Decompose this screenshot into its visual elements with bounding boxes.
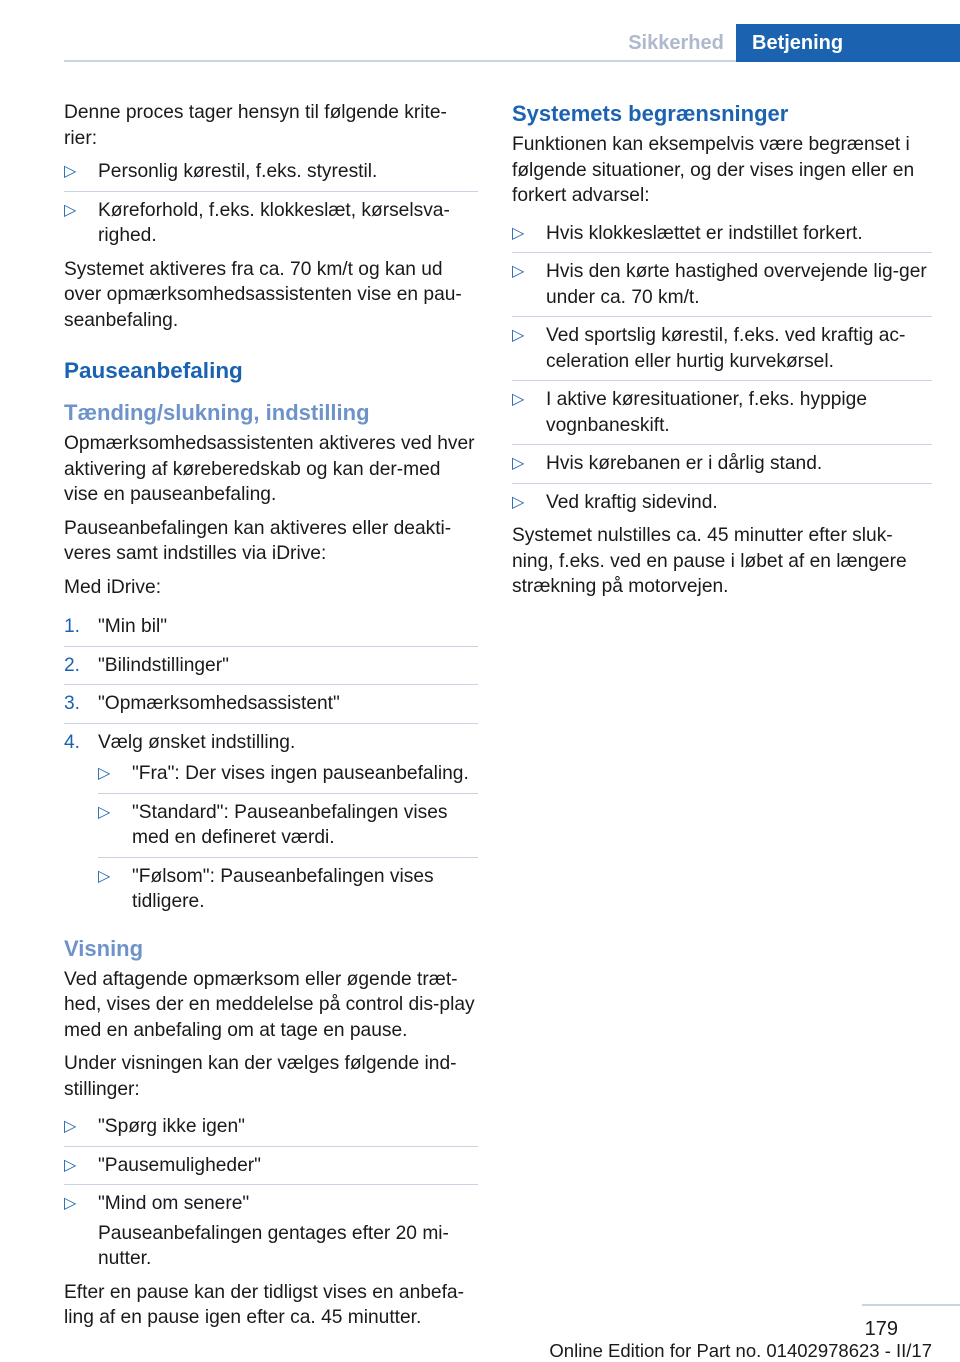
bullet-triangle-icon: ▷: [512, 391, 525, 408]
list-divider: [64, 684, 478, 685]
display-paragraph-3: Efter en pause kan der tidligst vises en anbefa-ling af en pause igen efter ca. 45 minutter.: [64, 1281, 464, 1328]
list-item: ▷ "Følsom": Pauseanbefalingen vises tidligere.: [98, 865, 434, 912]
bullet-triangle-icon: ▷: [64, 163, 77, 180]
list-divider: [512, 316, 932, 317]
list-item: ▷ Hvis kørebanen er i dårlig stand.: [512, 451, 932, 477]
list-divider: [512, 483, 932, 484]
list-item: ▷ Personlig kørestil, f.eks. styrestil.: [64, 159, 478, 185]
toggle-paragraph-3: Med iDrive:: [64, 576, 162, 598]
bullet-triangle-icon: ▷: [512, 455, 525, 472]
bullet-triangle-icon: ▷: [98, 765, 111, 782]
list-divider: [64, 191, 478, 192]
list-item: ▷ "Pausemuligheder": [64, 1153, 478, 1179]
left-column: [64, 100, 478, 1339]
list-divider: [98, 857, 478, 858]
list-divider: [64, 646, 478, 647]
list-item: ▷ Ved sportslig kørestil, f.eks. ved kraftig ac-celeration eller hurtig kurvekørsel.: [512, 325, 906, 372]
display-paragraph-1: Ved aftagende opmærksom eller øgende træt-hed, vises der en meddelelse på control dis-play med en anbefaling om at tage en pause.: [64, 968, 475, 1041]
bullet-triangle-icon: ▷: [98, 867, 111, 885]
step-options-list: [98, 761, 478, 915]
list-divider: [512, 380, 932, 381]
list-divider: [98, 793, 478, 794]
list-divider: [64, 1184, 478, 1185]
list-item: ▷ I aktive køresituationer, f.eks. hyppige vognbaneskift.: [512, 389, 868, 436]
step-item: 4. Vælg ønsket indstilling. ▷ "Fra": Der vises ingen pauseanbefaling. ▷ "Standard": Pauseanbefalingen vises med en defineret værdi. ▷ "Følsom": Pauseanbefalingen vises tidligere.: [64, 730, 478, 915]
limits-list: [512, 221, 932, 516]
toggle-paragraph-1: Opmærksomhedsassistenten aktiveres ved hver aktivering af køreberedskab og kan der-med vise en pauseanbefaling.: [64, 433, 475, 505]
intro-paragraph: Denne proces tager hensyn til følgende krite-rier:: [64, 102, 447, 149]
bullet-triangle-icon: ▷: [512, 493, 525, 511]
toggle-paragraph-2: Pauseanbefalingen kan aktiveres eller deakti-veres samt indstilles via iDrive:: [64, 517, 452, 564]
display-paragraph-2: Under visningen kan der vælges følgende ind-stillinger:: [64, 1053, 457, 1100]
list-item: ▷ "Spørg ikke igen": [64, 1114, 478, 1140]
bullet-triangle-icon: ▷: [64, 1156, 77, 1174]
bullet-triangle-icon: ▷: [512, 224, 525, 242]
bullet-triangle-icon: ▷: [64, 1118, 77, 1135]
limits-paragraph-1: Funktionen kan eksempelvis være begrænset i følgende situationer, og der vises ingen eller en forkert advarsel:: [512, 134, 915, 206]
heading-system-limits: Systemets begrænsninger: [512, 101, 789, 126]
heading-toggle-settings: Tænding/slukning, indstilling: [64, 400, 370, 425]
limits-paragraph-2: Systemet nulstilles ca. 45 minutter efter sluk-ning, f.eks. ved en pause i løbet af en længere strækning på motorvejen.: [512, 525, 907, 597]
steps-list: [64, 614, 478, 915]
display-note: Pauseanbefalingen gentages efter 20 mi-nutter.: [98, 1222, 449, 1269]
bullet-triangle-icon: ▷: [512, 327, 525, 344]
list-divider: [64, 723, 478, 724]
list-item: ▷ "Standard": Pauseanbefalingen vises med en defineret værdi.: [98, 801, 448, 848]
step-item: 2. "Bilindstillinger": [64, 654, 229, 676]
page-number: 179: [864, 1318, 898, 1340]
section-tab-operation[interactable]: Betjening: [736, 24, 960, 62]
section-tab-safety[interactable]: Sikkerhed: [628, 31, 724, 54]
heading-pause-recommendation: Pauseanbefaling: [64, 358, 243, 383]
step-item: 1. "Min bil": [64, 616, 168, 637]
edition-footer: Online Edition for Part no. 01402978623 - II/17: [549, 1340, 932, 1361]
list-item: ▷ Hvis den kørte hastighed overvejende lig-ger under ca. 70 km/t.: [512, 261, 927, 308]
right-column: [512, 100, 932, 608]
list-item: ▷ Ved kraftig sidevind.: [512, 490, 932, 516]
list-item: ▷ Køreforhold, f.eks. klokkeslæt, kørselsva-righed.: [64, 199, 450, 246]
list-divider: [512, 444, 932, 445]
list-item: ▷ "Fra": Der vises ingen pauseanbefaling.: [98, 761, 478, 787]
display-options-list: [64, 1114, 478, 1272]
bullet-triangle-icon: ▷: [98, 803, 111, 821]
list-item: ▷ Hvis klokkeslættet er indstillet forkert.: [512, 221, 932, 247]
list-divider: [512, 252, 932, 253]
step-item: 3. "Opmærksomhedsassistent": [64, 693, 340, 714]
footer-rule: [862, 1304, 960, 1306]
bullet-triangle-icon: ▷: [64, 1195, 77, 1212]
intro-list: [64, 159, 478, 249]
list-divider: [64, 1146, 478, 1147]
bullet-triangle-icon: ▷: [64, 201, 77, 219]
bullet-triangle-icon: ▷: [512, 263, 525, 280]
activation-paragraph: Systemet aktiveres fra ca. 70 km/t og kan ud over opmærksomhedsassistenten vise en pau-seanbefaling.: [64, 258, 462, 331]
list-item: ▷ "Mind om senere" Pauseanbefalingen gentages efter 20 mi-nutter.: [64, 1191, 478, 1272]
heading-display: Visning: [64, 935, 144, 961]
